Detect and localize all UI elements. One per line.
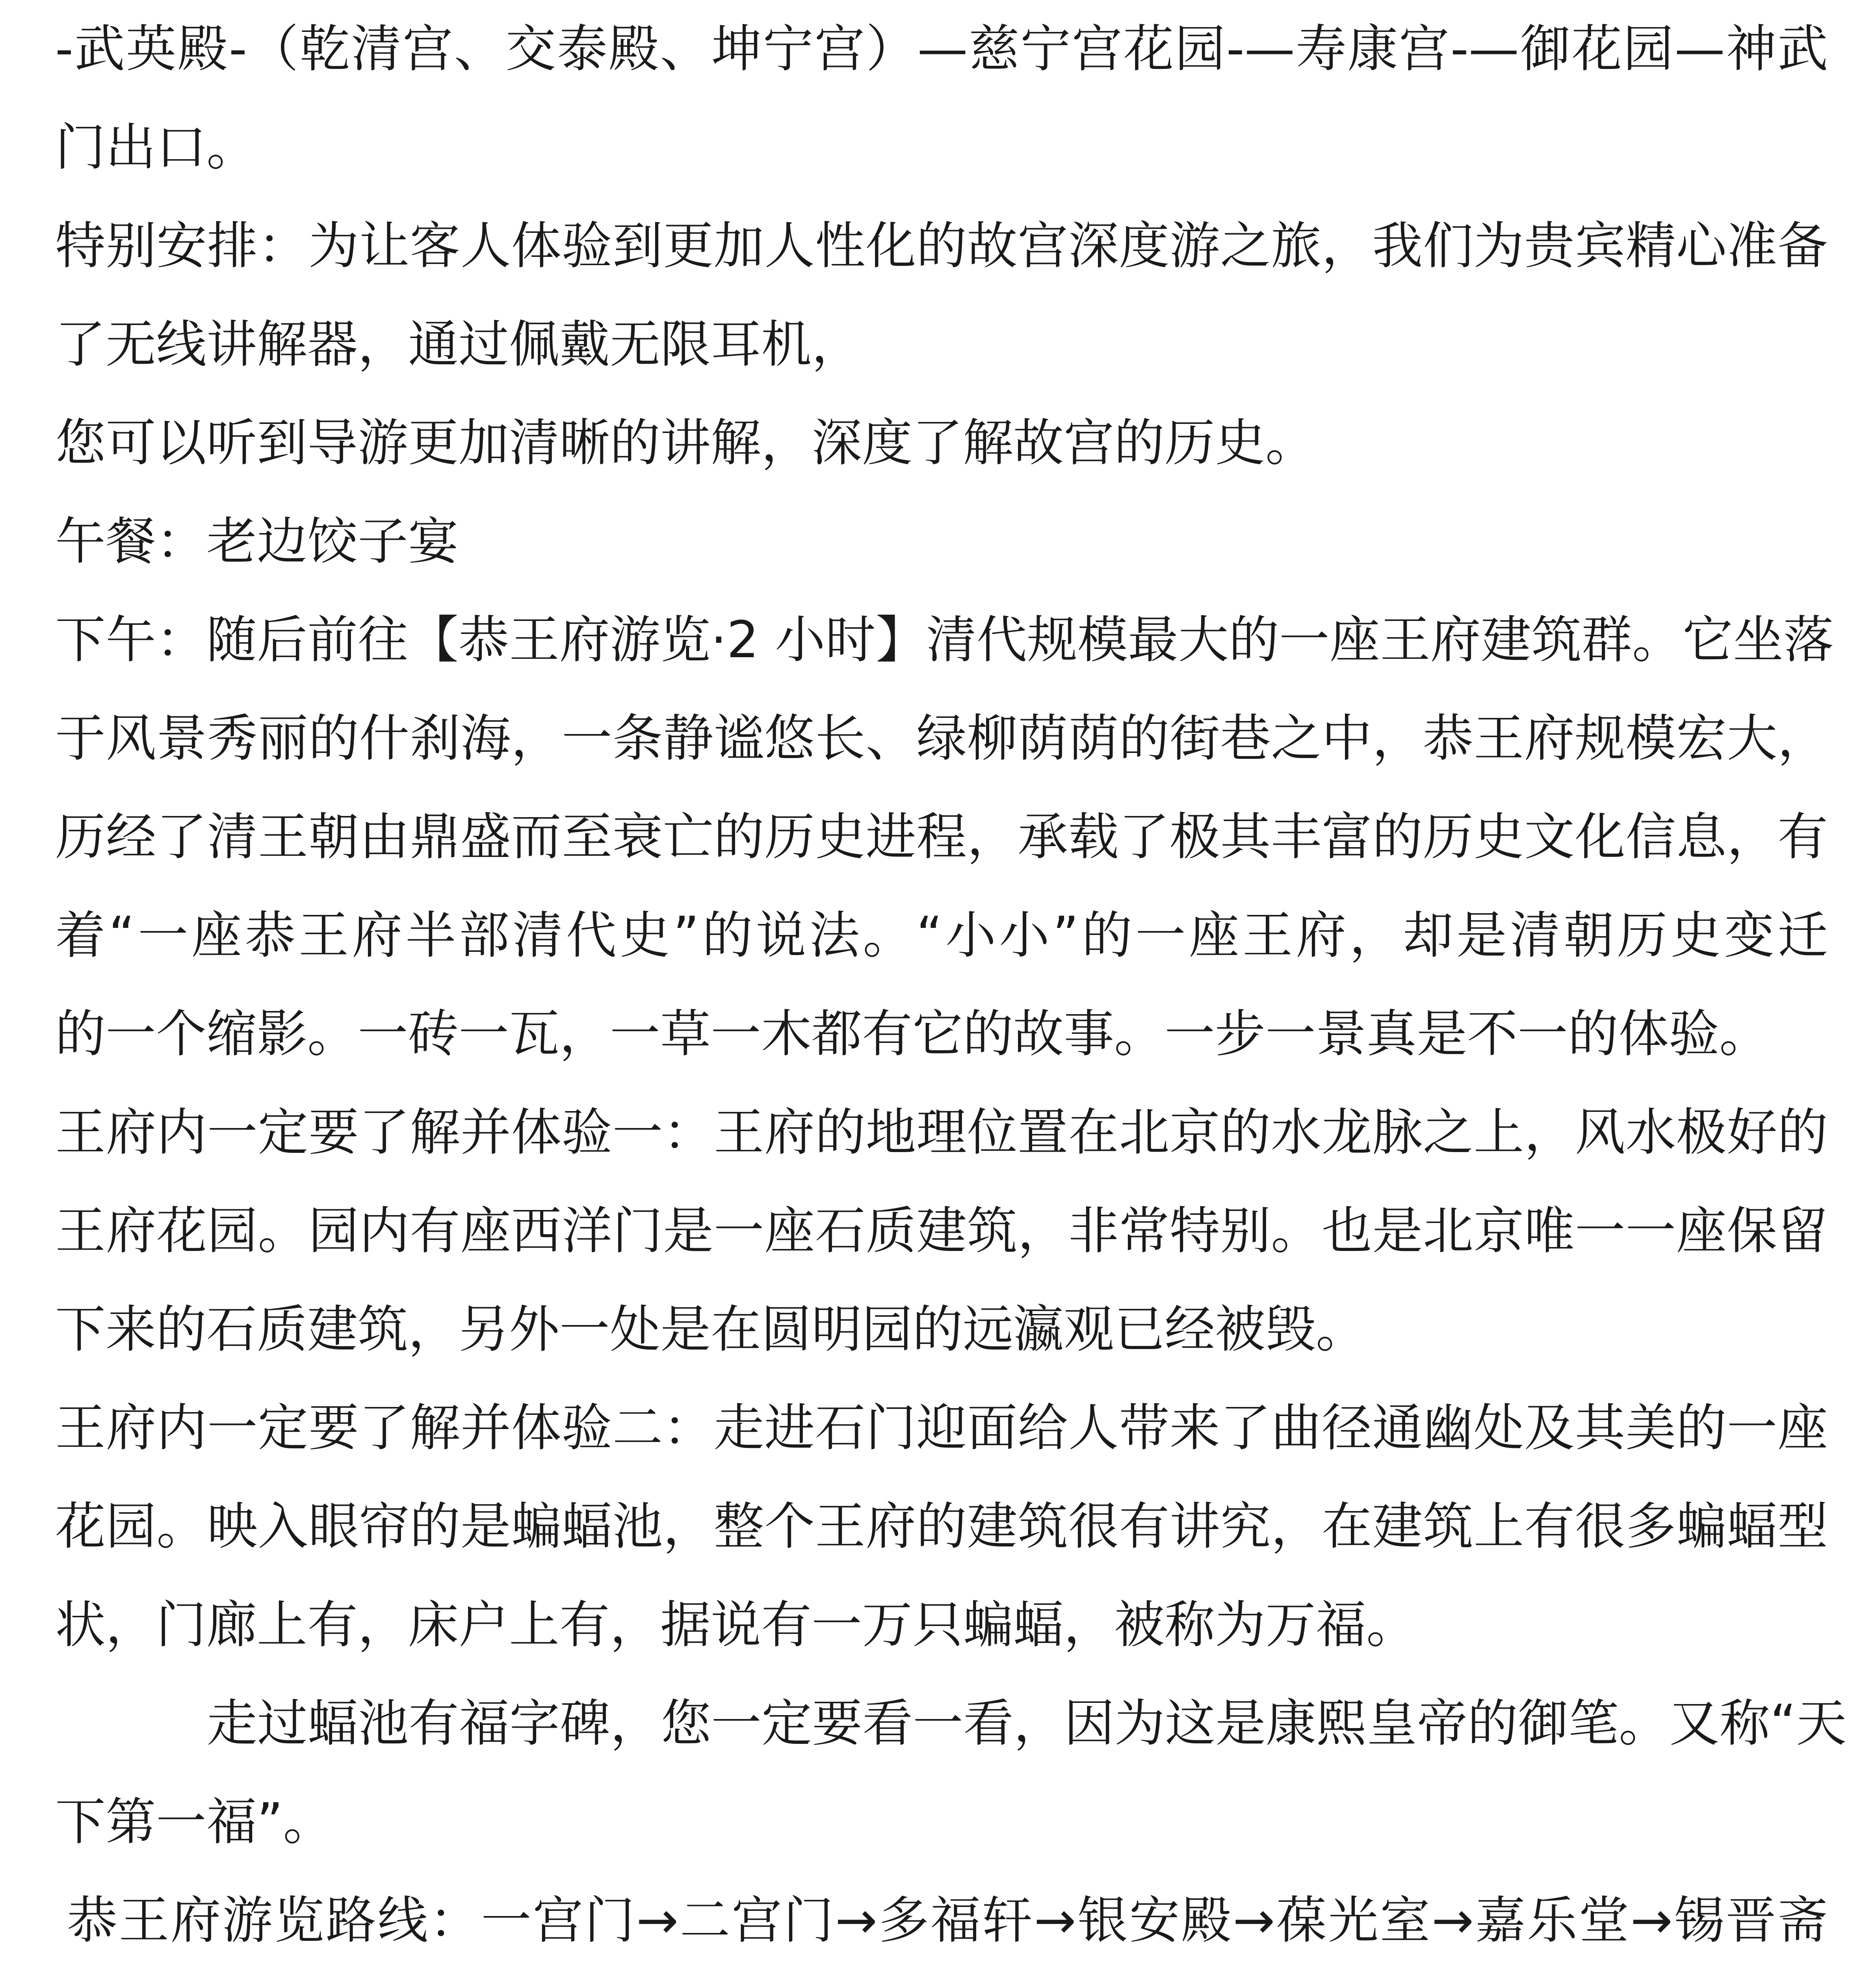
text-line: 了无线讲解器，通过佩戴无限耳机， — [55, 315, 862, 374]
text-line: 下来的石质建筑，另外一处是在圆明园的远瀛观已经被毁。 — [55, 1300, 1367, 1359]
text-line: 王府内一定要了解并体验一：王府的地理位置在北京的水龙脉之上，风水极好的 — [55, 1103, 1828, 1162]
text-line: 花园。映入眼帘的是蝙蝠池，整个王府的建筑很有讲究，在建筑上有很多蝙蝠型 — [55, 1497, 1828, 1556]
text-line: 王府内一定要了解并体验二：走进石门迎面给人带来了曲径通幽处及其美的一座 — [55, 1399, 1828, 1457]
text-line: 着“一座恭王府半部清代史”的说法。“小小”的一座王府，却是清朝历史变迁 — [55, 906, 1828, 965]
text-line: 状，门廊上有，床户上有，据说有一万只蝙蝠，被称为万福。 — [55, 1596, 1417, 1654]
text-line: 特别安排：为让客人体验到更加人性化的故宫深度游之旅，我们为贵宾精心准备 — [55, 217, 1828, 275]
text-line: 下午：随后前往【恭王府游览·2 小时】清代规模最大的一座王府建筑群。它坐落 — [55, 611, 1834, 669]
text-line: 于风景秀丽的什刹海，一条静谧悠长、绿柳荫荫的街巷之中，恭王府规模宏大， — [55, 709, 1828, 768]
text-line: 的一个缩影。一砖一瓦，一草一木都有它的故事。一步一景真是不一的体验。 — [55, 1005, 1770, 1063]
text-line: -武英殿-（乾清宫、交泰殿、坤宁宫）—慈宁宫花园-—寿康宫-—御花园—神武 — [55, 20, 1828, 78]
lunch-line: 午餐：老边饺子宴 — [55, 512, 459, 571]
text-line: 下第一福”。 — [55, 1793, 334, 1851]
text-line: 王府花园。园内有座西洋门是一座石质建筑，非常特别。也是北京唯一一座保留 — [55, 1202, 1828, 1260]
text-line: 您可以听到导游更加清晰的讲解，深度了解故宫的历史。 — [55, 414, 1316, 472]
text-line: 历经了清王朝由鼎盛而至衰亡的历史进程，承载了极其丰富的历史文化信息，有 — [55, 808, 1828, 866]
text-line: 走过蝠池有福字碑，您一定要看一看，因为这是康熙皇帝的御笔。又称“天 — [207, 1694, 1847, 1753]
route-line: 恭王府游览路线：一宫门→二宫门→多福轩→银安殿→葆光室→嘉乐堂→锡晋斋 — [67, 1891, 1828, 1950]
text-line: 门出口。 — [55, 118, 257, 177]
